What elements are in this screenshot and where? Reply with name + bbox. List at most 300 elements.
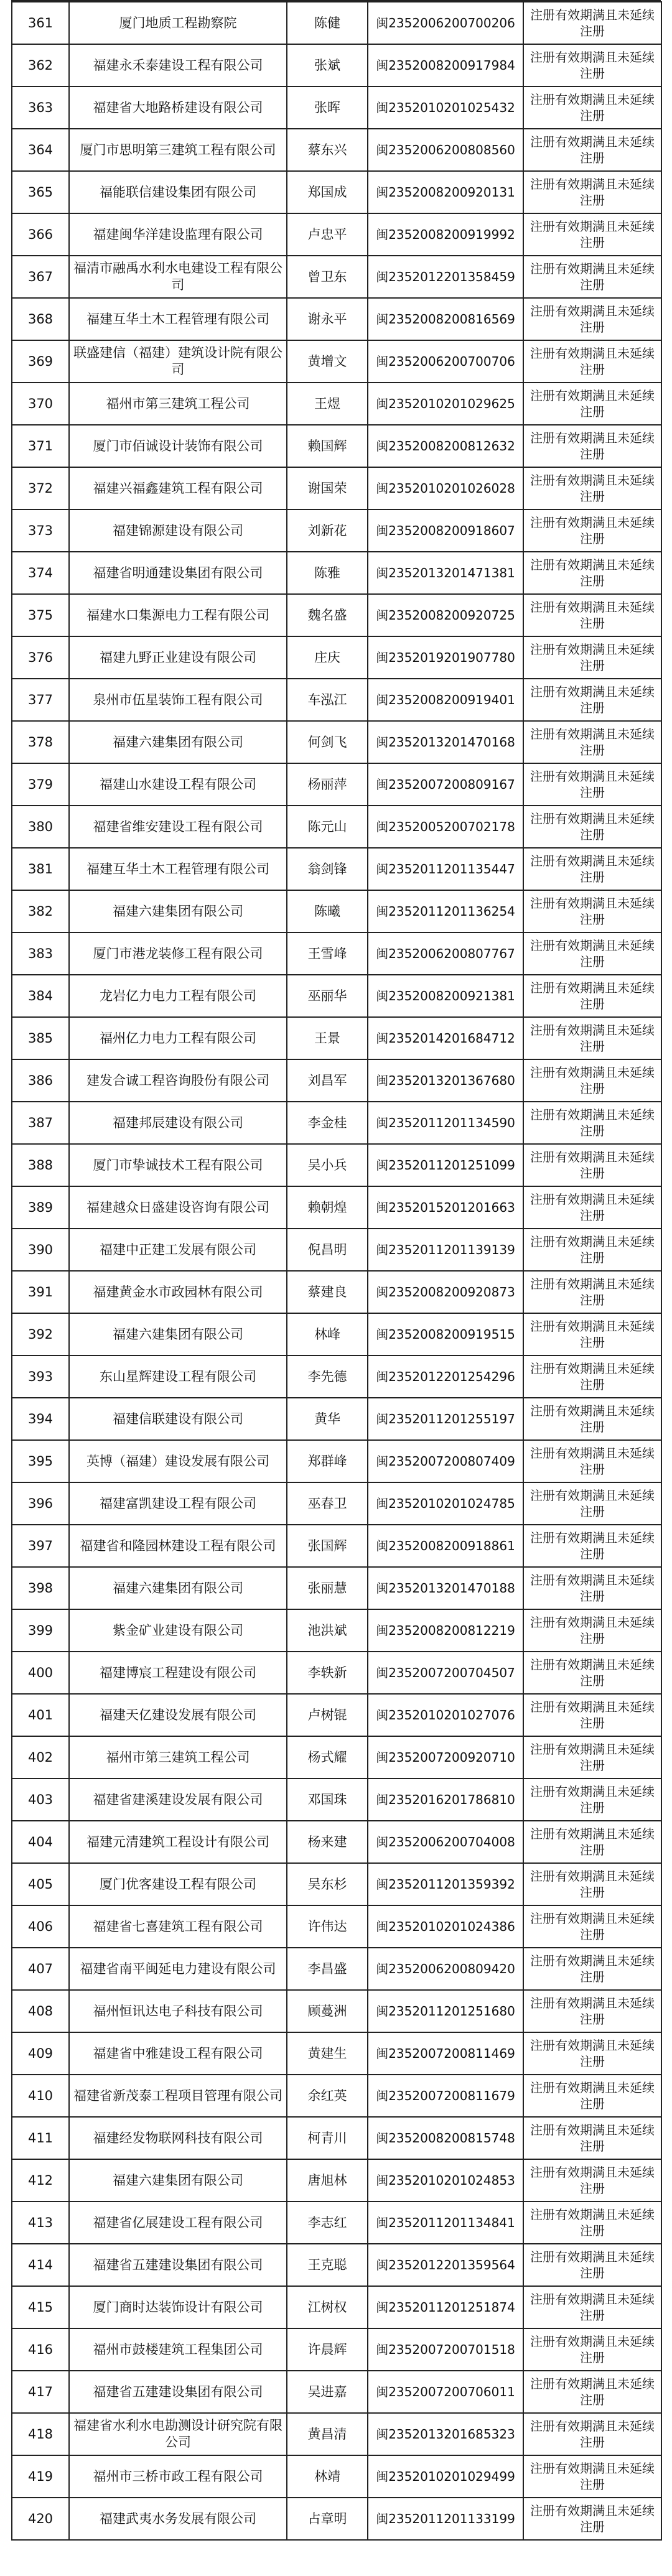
person-name: 李轶新: [287, 1652, 368, 1694]
registration-number: 闽2352011201134590: [368, 1102, 523, 1144]
row-number: 372: [12, 467, 69, 509]
row-number: 376: [12, 636, 69, 679]
registration-status: 注册有效期满且未延续注册: [523, 2075, 661, 2117]
cancellation-table: [11, 1, 662, 2541]
registration-status: 注册有效期满且未延续注册: [523, 932, 661, 975]
registration-number: 闽2352005200702178: [368, 806, 523, 848]
registration-status: 注册有效期满且未延续注册: [523, 129, 661, 171]
registration-status: 注册有效期满且未延续注册: [523, 721, 661, 763]
table-body: [12, 2, 661, 2540]
row-number: 414: [12, 2244, 69, 2286]
row-number: 371: [12, 425, 69, 467]
row-number: 399: [12, 1609, 69, 1652]
company-name: 福建六建集团有限公司: [69, 890, 287, 932]
person-name: 赖朝煌: [287, 1186, 368, 1229]
company-name: 福州亿力电力工程有限公司: [69, 1017, 287, 1059]
row-number: 377: [12, 679, 69, 721]
table-row: [12, 1186, 661, 1229]
person-name: 蔡东兴: [287, 129, 368, 171]
company-name: 福建永禾泰建设工程有限公司: [69, 44, 287, 86]
table-row: [12, 86, 661, 129]
registration-number: 闽2352006200809420: [368, 1948, 523, 1990]
registration-status: 注册有效期满且未延续注册: [523, 1736, 661, 1779]
person-name: 林峰: [287, 1313, 368, 1355]
person-name: 郑国成: [287, 171, 368, 213]
row-number: 379: [12, 763, 69, 806]
registration-status: 注册有效期满且未延续注册: [523, 1313, 661, 1355]
row-number: 393: [12, 1355, 69, 1398]
person-name: 魏名盛: [287, 594, 368, 636]
row-number: 409: [12, 2032, 69, 2075]
company-name: 厦门市思明第三建筑工程有限公司: [69, 129, 287, 171]
person-name: 何剑飞: [287, 721, 368, 763]
registration-status: 注册有效期满且未延续注册: [523, 425, 661, 467]
company-name: 福建山水建设工程有限公司: [69, 763, 287, 806]
registration-status: 注册有效期满且未延续注册: [523, 44, 661, 86]
company-name: 福州市鼓楼建筑工程集团公司: [69, 2328, 287, 2371]
table-row: [12, 594, 661, 636]
row-number: 419: [12, 2455, 69, 2498]
registration-number: 闽2352006200700706: [368, 340, 523, 383]
registration-status: 注册有效期满且未延续注册: [523, 298, 661, 340]
company-name: 厦门优客建设工程有限公司: [69, 1863, 287, 1905]
company-name: 福建省五建建设集团有限公司: [69, 2371, 287, 2413]
table-row: [12, 2244, 661, 2286]
row-number: 365: [12, 171, 69, 213]
person-name: 张丽慧: [287, 1567, 368, 1609]
row-number: 420: [12, 2498, 69, 2540]
registration-number: 闽2352012201254296: [368, 1355, 523, 1398]
company-name: 福建省大地路桥建设有限公司: [69, 86, 287, 129]
row-number: 402: [12, 1736, 69, 1779]
registration-number: 闽2352010201024386: [368, 1905, 523, 1948]
table-row: [12, 679, 661, 721]
registration-status: 注册有效期满且未延续注册: [523, 1355, 661, 1398]
table-row: [12, 298, 661, 340]
row-number: 407: [12, 1948, 69, 1990]
company-name: 福建越众日盛建设咨询有限公司: [69, 1186, 287, 1229]
registration-number: 闽2352011201136254: [368, 890, 523, 932]
company-name: 福建六建集团有限公司: [69, 1313, 287, 1355]
registration-number: 闽2352011201133199: [368, 2498, 523, 2540]
registration-status: 注册有效期满且未延续注册: [523, 1694, 661, 1736]
registration-number: 闽2352007200706011: [368, 2371, 523, 2413]
registration-status: 注册有效期满且未延续注册: [523, 552, 661, 594]
person-name: 车泓江: [287, 679, 368, 721]
person-name: 李昌盛: [287, 1948, 368, 1990]
person-name: 杨式耀: [287, 1736, 368, 1779]
company-name: 福州恒讯达电子科技有限公司: [69, 1990, 287, 2032]
company-name: 联盛建信（福建）建筑设计院有限公司: [69, 340, 287, 383]
row-number: 380: [12, 806, 69, 848]
person-name: 杨来建: [287, 1821, 368, 1863]
row-number: 392: [12, 1313, 69, 1355]
company-name: 福建信联建设有限公司: [69, 1398, 287, 1440]
company-name: 厦门商时达装饰设计有限公司: [69, 2286, 287, 2328]
row-number: 415: [12, 2286, 69, 2328]
registration-status: 注册有效期满且未延续注册: [523, 2202, 661, 2244]
company-name: 福建省新茂泰工程项目管理有限公司: [69, 2075, 287, 2117]
registration-number: 闽2352011201135447: [368, 848, 523, 890]
row-number: 369: [12, 340, 69, 383]
person-name: 江树权: [287, 2286, 368, 2328]
person-name: 赖国辉: [287, 425, 368, 467]
table-row: [12, 1609, 661, 1652]
person-name: 邓国珠: [287, 1779, 368, 1821]
person-name: 郑群峰: [287, 1440, 368, 1482]
company-name: 福建省和隆园林建设工程有限公司: [69, 1525, 287, 1567]
person-name: 陈健: [287, 2, 368, 44]
table-row: [12, 1440, 661, 1482]
row-number: 417: [12, 2371, 69, 2413]
registration-status: 注册有效期满且未延续注册: [523, 2117, 661, 2159]
person-name: 许伟达: [287, 1905, 368, 1948]
registration-number: 闽2352006200808560: [368, 129, 523, 171]
person-name: 王雪峰: [287, 932, 368, 975]
registration-status: 注册有效期满且未延续注册: [523, 890, 661, 932]
registration-status: 注册有效期满且未延续注册: [523, 383, 661, 425]
row-number: 397: [12, 1525, 69, 1567]
company-name: 泉州市伍星装饰工程有限公司: [69, 679, 287, 721]
registration-status: 注册有效期满且未延续注册: [523, 1948, 661, 1990]
registration-status: 注册有效期满且未延续注册: [523, 1398, 661, 1440]
table-row: [12, 848, 661, 890]
row-number: 400: [12, 1652, 69, 1694]
row-number: 391: [12, 1271, 69, 1313]
registration-number: 闽2352008200815748: [368, 2117, 523, 2159]
row-number: 388: [12, 1144, 69, 1186]
registration-number: 闽2352006200704008: [368, 1821, 523, 1863]
registration-number: 闽2352008200812219: [368, 1609, 523, 1652]
company-name: 福州市第三建筑工程公司: [69, 1736, 287, 1779]
registration-status: 注册有效期满且未延续注册: [523, 1440, 661, 1482]
person-name: 李志红: [287, 2202, 368, 2244]
table-row: [12, 806, 661, 848]
registration-status: 注册有效期满且未延续注册: [523, 1863, 661, 1905]
row-number: 384: [12, 975, 69, 1017]
registration-status: 注册有效期满且未延续注册: [523, 86, 661, 129]
table-row: [12, 171, 661, 213]
registration-number: 闽2352010201026028: [368, 467, 523, 509]
registration-number: 闽2352013201367680: [368, 1059, 523, 1102]
registration-status: 注册有效期满且未延续注册: [523, 1652, 661, 1694]
table-row: [12, 1863, 661, 1905]
company-name: 福建天亿建设发展有限公司: [69, 1694, 287, 1736]
table-row: [12, 1229, 661, 1271]
registration-number: 闽2352008200917984: [368, 44, 523, 86]
company-name: 福清市融禹水利水电建设工程有限公司: [69, 256, 287, 298]
company-name: 福建六建集团有限公司: [69, 721, 287, 763]
registration-number: 闽2352008200919401: [368, 679, 523, 721]
company-name: 福建武夷水务发展有限公司: [69, 2498, 287, 2540]
table-row: [12, 2202, 661, 2244]
registration-status: 注册有效期满且未延续注册: [523, 1567, 661, 1609]
cancellation-table-container: [11, 0, 661, 2541]
table-row: [12, 213, 661, 256]
table-row: [12, 1482, 661, 1525]
table-row: [12, 44, 661, 86]
table-row: [12, 1821, 661, 1863]
company-name: 厦门市挚诚技术工程有限公司: [69, 1144, 287, 1186]
company-name: 厦门市港龙装修工程有限公司: [69, 932, 287, 975]
company-name: 建发合诚工程咨询股份有限公司: [69, 1059, 287, 1102]
table-row: [12, 1736, 661, 1779]
person-name: 刘昌军: [287, 1059, 368, 1102]
registration-status: 注册有效期满且未延续注册: [523, 1990, 661, 2032]
row-number: 413: [12, 2202, 69, 2244]
registration-number: 闽2352007200807409: [368, 1440, 523, 1482]
registration-number: 闽2352013201471381: [368, 552, 523, 594]
registration-number: 闽2352008200918607: [368, 509, 523, 552]
registration-number: 闽2352007200920710: [368, 1736, 523, 1779]
person-name: 刘新花: [287, 509, 368, 552]
person-name: 李先德: [287, 1355, 368, 1398]
person-name: 卢树锟: [287, 1694, 368, 1736]
person-name: 王景: [287, 1017, 368, 1059]
registration-number: 闽2352012201359564: [368, 2244, 523, 2286]
person-name: 黄增文: [287, 340, 368, 383]
company-name: 福建锦源建设有限公司: [69, 509, 287, 552]
registration-status: 注册有效期满且未延续注册: [523, 1059, 661, 1102]
row-number: 406: [12, 1905, 69, 1948]
registration-number: 闽2352007200809167: [368, 763, 523, 806]
registration-status: 注册有效期满且未延续注册: [523, 1229, 661, 1271]
registration-status: 注册有效期满且未延续注册: [523, 2455, 661, 2498]
table-row: [12, 1905, 661, 1948]
registration-number: 闽2352006200700206: [368, 2, 523, 44]
person-name: 许晨辉: [287, 2328, 368, 2371]
registration-number: 闽2352011201251680: [368, 1990, 523, 2032]
table-row: [12, 1652, 661, 1694]
row-number: 366: [12, 213, 69, 256]
row-number: 403: [12, 1779, 69, 1821]
row-number: 396: [12, 1482, 69, 1525]
table-row: [12, 340, 661, 383]
company-name: 福建水口集源电力工程有限公司: [69, 594, 287, 636]
registration-status: 注册有效期满且未延续注册: [523, 848, 661, 890]
person-name: 巫春卫: [287, 1482, 368, 1525]
company-name: 福建省明通建设集团有限公司: [69, 552, 287, 594]
row-number: 412: [12, 2159, 69, 2202]
company-name: 福州市三桥市政工程有限公司: [69, 2455, 287, 2498]
registration-status: 注册有效期满且未延续注册: [523, 1144, 661, 1186]
company-name: 福建兴福鑫建筑工程有限公司: [69, 467, 287, 509]
company-name: 福建省建溪建设发展有限公司: [69, 1779, 287, 1821]
company-name: 龙岩亿力电力工程有限公司: [69, 975, 287, 1017]
table-row: [12, 2159, 661, 2202]
table-row: [12, 890, 661, 932]
registration-status: 注册有效期满且未延续注册: [523, 1525, 661, 1567]
person-name: 吴东杉: [287, 1863, 368, 1905]
registration-status: 注册有效期满且未延续注册: [523, 806, 661, 848]
registration-number: 闽2352007200811469: [368, 2032, 523, 2075]
registration-number: 闽2352013201470188: [368, 1567, 523, 1609]
row-number: 390: [12, 1229, 69, 1271]
table-row: [12, 721, 661, 763]
row-number: 416: [12, 2328, 69, 2371]
table-row: [12, 2117, 661, 2159]
registration-status: 注册有效期满且未延续注册: [523, 763, 661, 806]
registration-status: 注册有效期满且未延续注册: [523, 2244, 661, 2286]
registration-number: 闽2352011201139139: [368, 1229, 523, 1271]
row-number: 385: [12, 1017, 69, 1059]
person-name: 蔡建良: [287, 1271, 368, 1313]
table-row: [12, 1990, 661, 2032]
registration-status: 注册有效期满且未延续注册: [523, 1017, 661, 1059]
registration-number: 闽2352010201027076: [368, 1694, 523, 1736]
row-number: 368: [12, 298, 69, 340]
person-name: 张晖: [287, 86, 368, 129]
person-name: 陈曦: [287, 890, 368, 932]
registration-number: 闽2352012201358459: [368, 256, 523, 298]
table-row: [12, 1567, 661, 1609]
row-number: 386: [12, 1059, 69, 1102]
person-name: 吴小兵: [287, 1144, 368, 1186]
table-row: [12, 552, 661, 594]
registration-number: 闽2352014201684712: [368, 1017, 523, 1059]
table-row: [12, 509, 661, 552]
table-row: [12, 1017, 661, 1059]
row-number: 367: [12, 256, 69, 298]
table-row: [12, 2075, 661, 2117]
row-number: 398: [12, 1567, 69, 1609]
company-name: 东山星辉建设工程有限公司: [69, 1355, 287, 1398]
row-number: 395: [12, 1440, 69, 1482]
row-number: 411: [12, 2117, 69, 2159]
person-name: 翁剑锋: [287, 848, 368, 890]
registration-status: 注册有效期满且未延续注册: [523, 171, 661, 213]
company-name: 福建互华土木工程管理有限公司: [69, 848, 287, 890]
registration-number: 闽2352007200701518: [368, 2328, 523, 2371]
table-row: [12, 467, 661, 509]
registration-number: 闽2352015201201663: [368, 1186, 523, 1229]
company-name: 福建互华土木工程管理有限公司: [69, 298, 287, 340]
table-row: [12, 2455, 661, 2498]
row-number: 370: [12, 383, 69, 425]
company-name: 厦门地质工程勘察院: [69, 2, 287, 44]
table-row: [12, 1271, 661, 1313]
person-name: 黄昌清: [287, 2413, 368, 2455]
registration-status: 注册有效期满且未延续注册: [523, 2032, 661, 2075]
person-name: 吴进嘉: [287, 2371, 368, 2413]
registration-status: 注册有效期满且未延续注册: [523, 1779, 661, 1821]
row-number: 363: [12, 86, 69, 129]
person-name: 卢忠平: [287, 213, 368, 256]
registration-status: 注册有效期满且未延续注册: [523, 1905, 661, 1948]
table-row: [12, 1779, 661, 1821]
company-name: 福建元清建筑工程设计有限公司: [69, 1821, 287, 1863]
registration-status: 注册有效期满且未延续注册: [523, 1271, 661, 1313]
registration-number: 闽2352011201251874: [368, 2286, 523, 2328]
person-name: 王克聪: [287, 2244, 368, 2286]
registration-status: 注册有效期满且未延续注册: [523, 2286, 661, 2328]
registration-status: 注册有效期满且未延续注册: [523, 594, 661, 636]
registration-number: 闽2352011201359392: [368, 1863, 523, 1905]
row-number: 364: [12, 129, 69, 171]
company-name: 福能联信建设集团有限公司: [69, 171, 287, 213]
registration-status: 注册有效期满且未延续注册: [523, 2328, 661, 2371]
registration-number: 闽2352008200919992: [368, 213, 523, 256]
company-name: 福建闽华洋建设监理有限公司: [69, 213, 287, 256]
registration-number: 闽2352013201685323: [368, 2413, 523, 2455]
person-name: 李金桂: [287, 1102, 368, 1144]
table-row: [12, 2371, 661, 2413]
registration-number: 闽2352007200704507: [368, 1652, 523, 1694]
person-name: 余红英: [287, 2075, 368, 2117]
row-number: 405: [12, 1863, 69, 1905]
registration-number: 闽2352008200920725: [368, 594, 523, 636]
table-row: [12, 1059, 661, 1102]
company-name: 福建省亿展建设工程有限公司: [69, 2202, 287, 2244]
person-name: 张国辉: [287, 1525, 368, 1567]
registration-status: 注册有效期满且未延续注册: [523, 340, 661, 383]
registration-status: 注册有效期满且未延续注册: [523, 1186, 661, 1229]
company-name: 厦门市佰诚设计装饰有限公司: [69, 425, 287, 467]
registration-status: 注册有效期满且未延续注册: [523, 2371, 661, 2413]
table-row: [12, 2, 661, 44]
table-row: [12, 1355, 661, 1398]
company-name: 福建黄金水市政园林有限公司: [69, 1271, 287, 1313]
registration-number: 闽2352011201251099: [368, 1144, 523, 1186]
person-name: 柯青川: [287, 2117, 368, 2159]
registration-number: 闽2352011201255197: [368, 1398, 523, 1440]
registration-status: 注册有效期满且未延续注册: [523, 1482, 661, 1525]
registration-status: 注册有效期满且未延续注册: [523, 636, 661, 679]
registration-number: 闽2352011201134841: [368, 2202, 523, 2244]
registration-number: 闽2352019201907780: [368, 636, 523, 679]
table-row: [12, 383, 661, 425]
table-row: [12, 256, 661, 298]
table-row: [12, 1144, 661, 1186]
company-name: 福建省七喜建筑工程有限公司: [69, 1905, 287, 1948]
person-name: 谢永平: [287, 298, 368, 340]
registration-status: 注册有效期满且未延续注册: [523, 2413, 661, 2455]
registration-number: 闽2352008200921381: [368, 975, 523, 1017]
row-number: 410: [12, 2075, 69, 2117]
person-name: 曾卫东: [287, 256, 368, 298]
table-row: [12, 2498, 661, 2540]
company-name: 福州市第三建筑工程公司: [69, 383, 287, 425]
table-row: [12, 1948, 661, 1990]
row-number: 382: [12, 890, 69, 932]
company-name: 福建省水利水电勘测设计研究院有限公司: [69, 2413, 287, 2455]
registration-number: 闽2352010201029625: [368, 383, 523, 425]
table-row: [12, 1525, 661, 1567]
table-row: [12, 425, 661, 467]
registration-status: 注册有效期满且未延续注册: [523, 2159, 661, 2202]
registration-status: 注册有效期满且未延续注册: [523, 467, 661, 509]
company-name: 紫金矿业建设有限公司: [69, 1609, 287, 1652]
registration-number: 闽2352006200807767: [368, 932, 523, 975]
table-row: [12, 975, 661, 1017]
registration-number: 闽2352010201025432: [368, 86, 523, 129]
company-name: 福建博宸工程建设有限公司: [69, 1652, 287, 1694]
company-name: 福建省维安建设工程有限公司: [69, 806, 287, 848]
table-row: [12, 763, 661, 806]
company-name: 福建六建集团有限公司: [69, 2159, 287, 2202]
person-name: 唐旭林: [287, 2159, 368, 2202]
registration-status: 注册有效期满且未延续注册: [523, 509, 661, 552]
company-name: 福建省南平闽延电力建设有限公司: [69, 1948, 287, 1990]
table-row: [12, 2413, 661, 2455]
person-name: 杨丽萍: [287, 763, 368, 806]
registration-status: 注册有效期满且未延续注册: [523, 679, 661, 721]
registration-number: 闽2352010201024853: [368, 2159, 523, 2202]
registration-status: 注册有效期满且未延续注册: [523, 213, 661, 256]
row-number: 362: [12, 44, 69, 86]
row-number: 404: [12, 1821, 69, 1863]
person-name: 黄华: [287, 1398, 368, 1440]
